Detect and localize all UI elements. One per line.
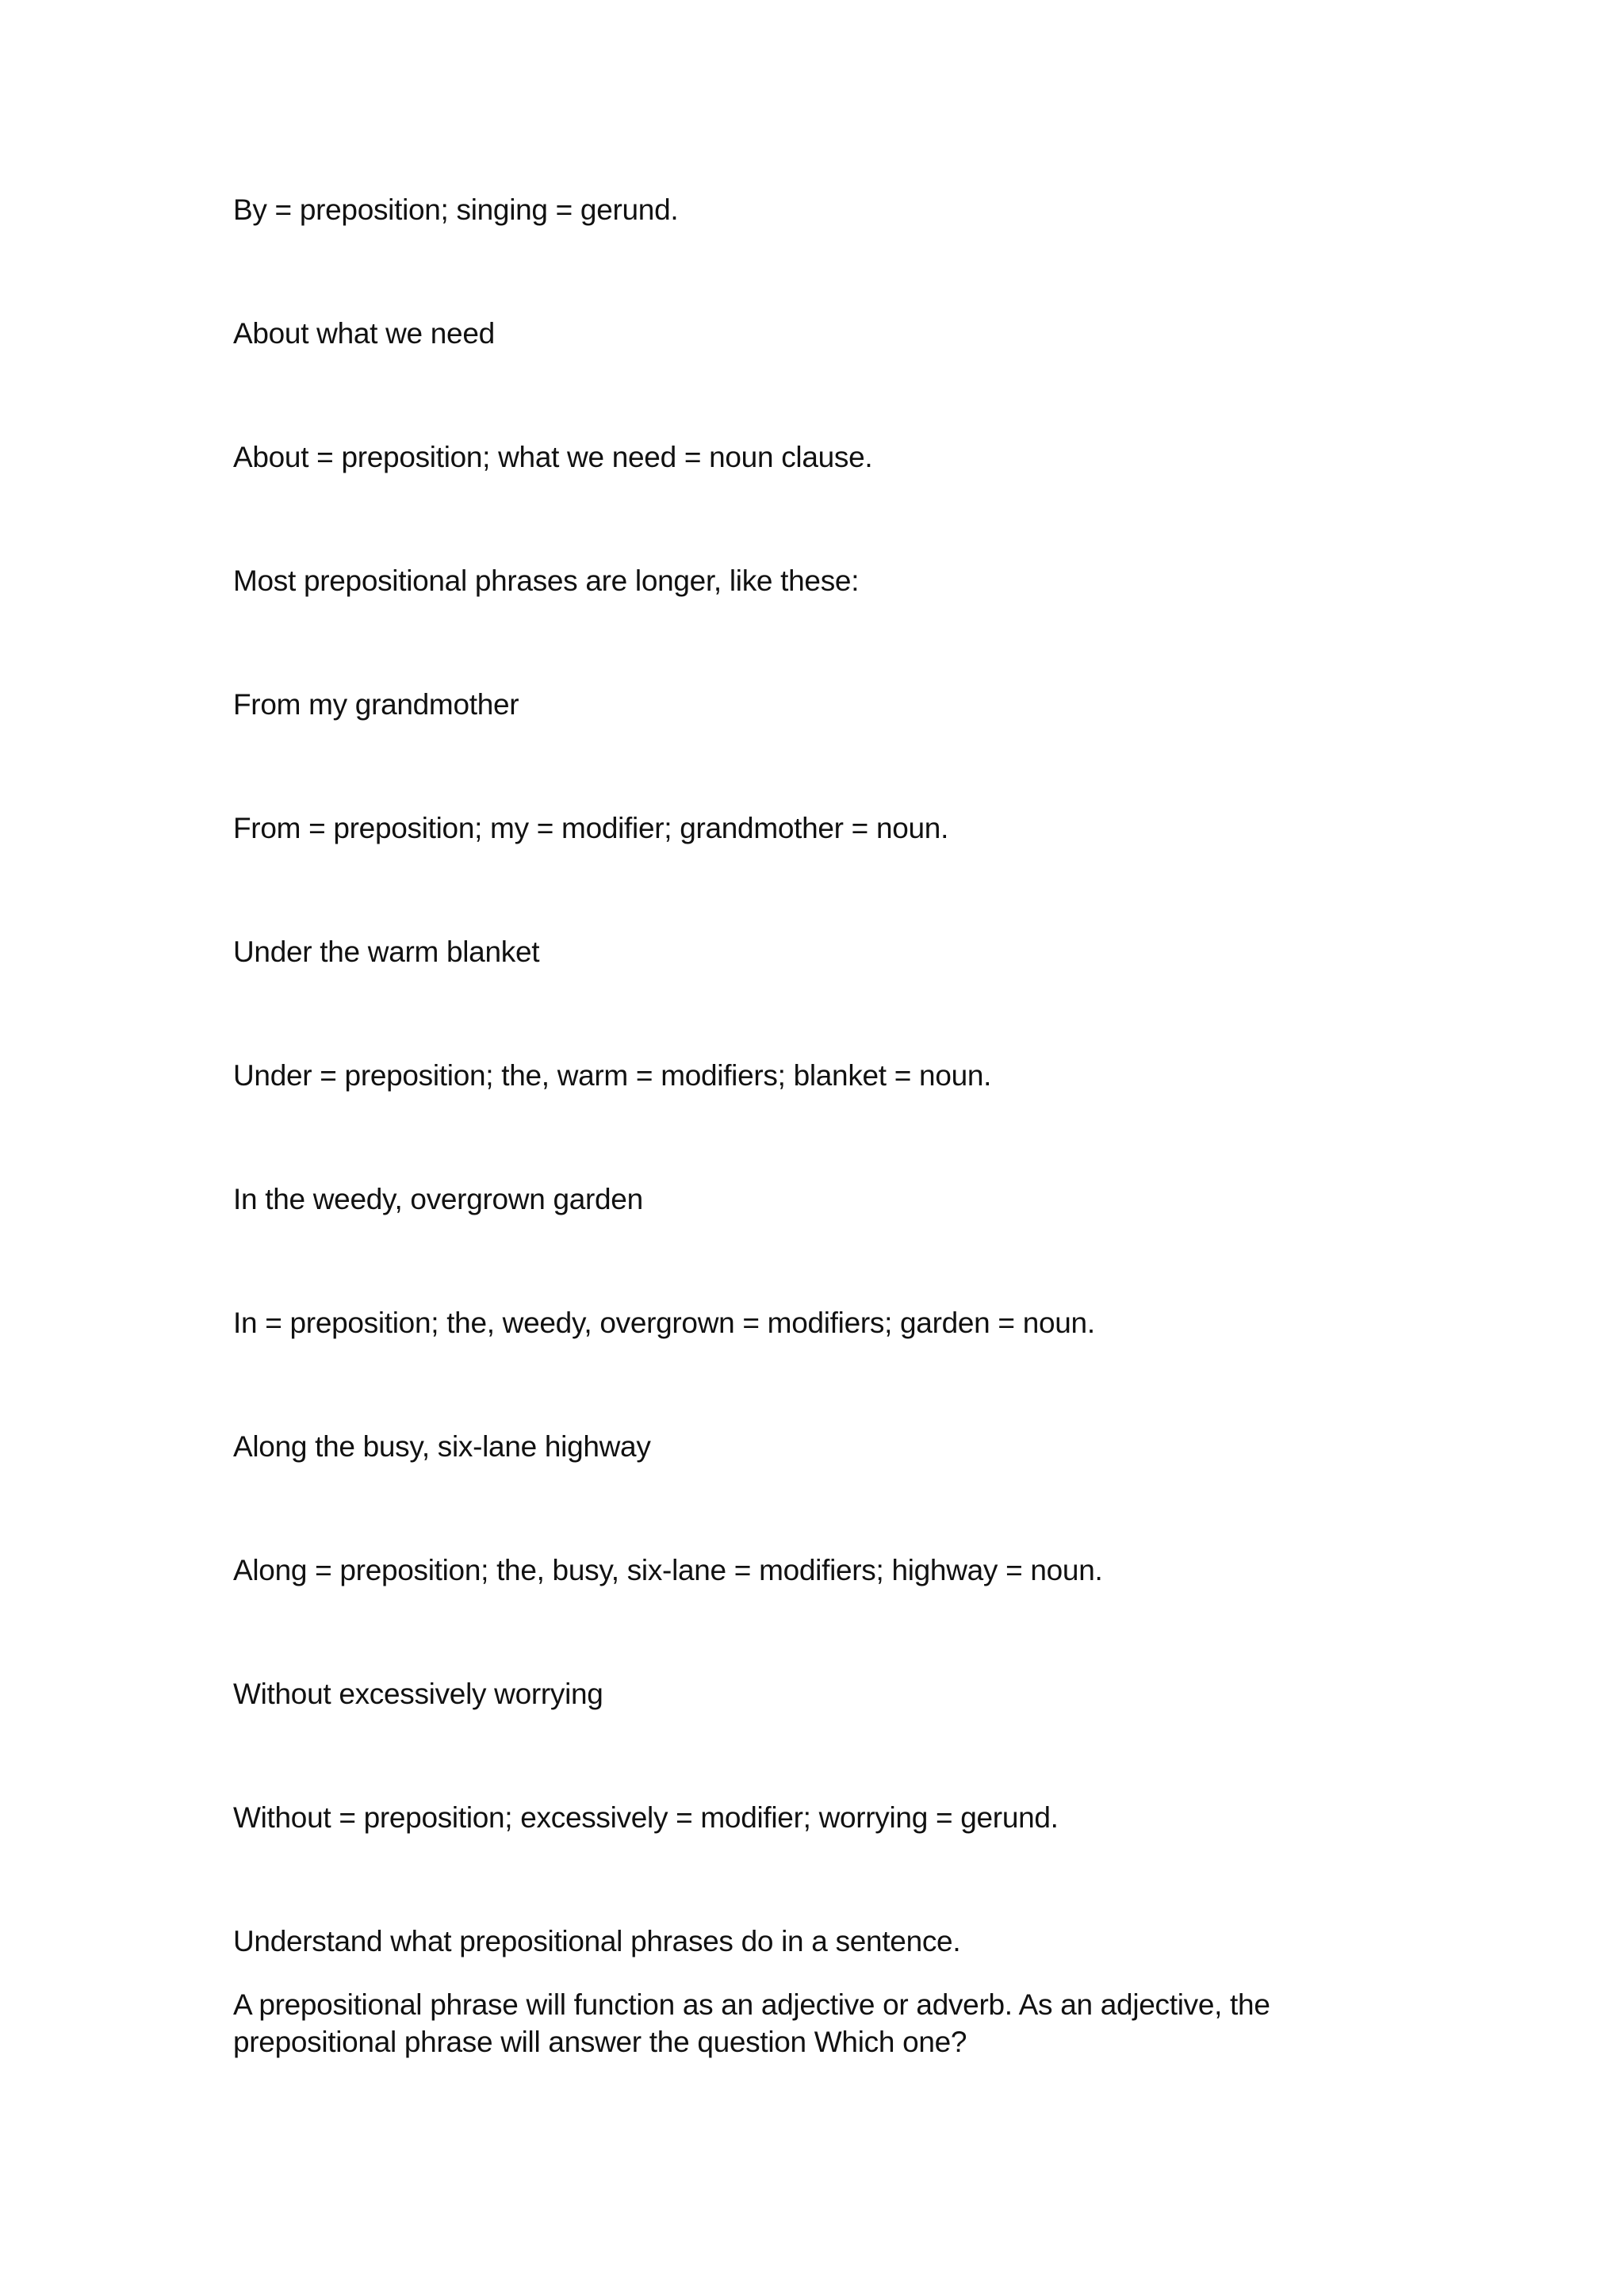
text-line-3: About = preposition; what we need = noun clause. xyxy=(233,441,873,473)
text-line-12: Along = preposition; the, busy, six-lane = modifiers; highway = noun. xyxy=(233,1554,1103,1586)
text-line-9: In the weedy, overgrown garden xyxy=(233,1183,643,1215)
text-line-5: From my grandmother xyxy=(233,688,519,721)
text-line-14: Without = preposition; excessively = modifier; worrying = gerund. xyxy=(233,1801,1059,1834)
text-line-11: Along the busy, six-lane highway xyxy=(233,1430,651,1463)
text-line-10: In = preposition; the, weedy, overgrown = modifiers; garden = noun. xyxy=(233,1307,1095,1339)
text-line-7: Under the warm blanket xyxy=(233,936,540,968)
final-paragraph: A prepositional phrase will function as an adjective or adverb. As an adjective, the prepositional phrase will answer the question Which one? xyxy=(233,1988,1270,2058)
text-line-2: About what we need xyxy=(233,317,495,350)
text-line-13: Without excessively worrying xyxy=(233,1678,603,1710)
text-line-15: Understand what prepositional phrases do in a sentence. xyxy=(233,1925,961,1957)
text-line-1: By = preposition; singing = gerund. xyxy=(233,193,679,226)
text-line-6: From = preposition; my = modifier; grandmother = noun. xyxy=(233,812,949,844)
text-line-4: Most prepositional phrases are longer, like these: xyxy=(233,564,860,597)
text-line-8: Under = preposition; the, warm = modifiers; blanket = noun. xyxy=(233,1059,992,1092)
